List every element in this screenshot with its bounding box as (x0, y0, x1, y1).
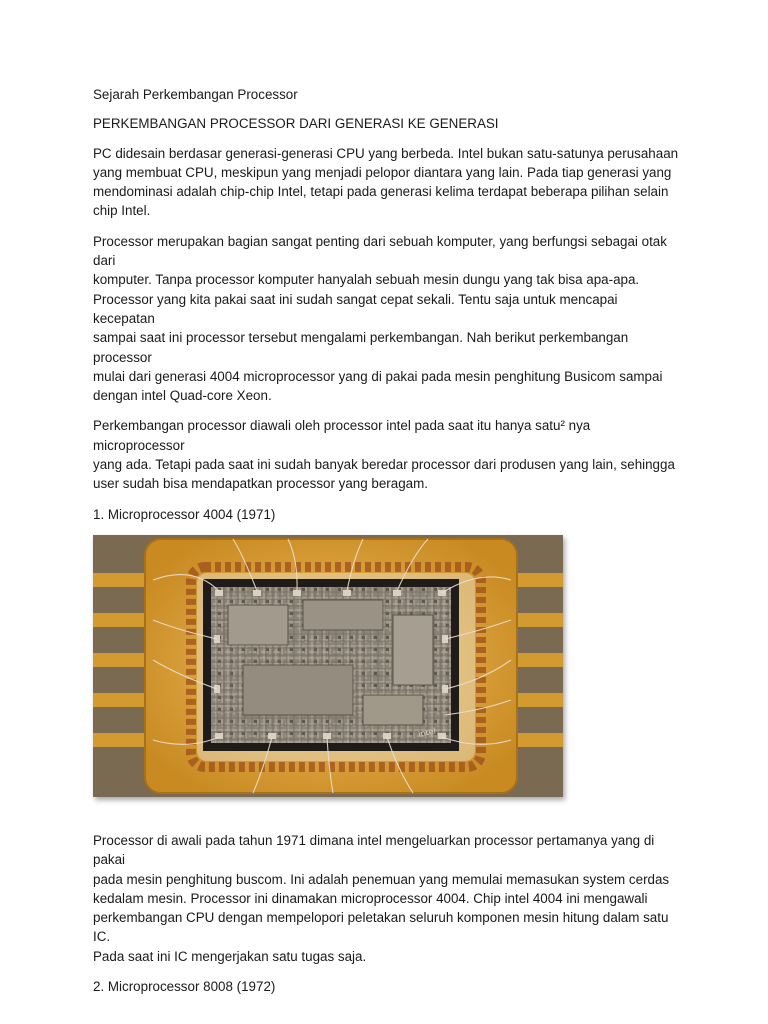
section-heading: 2. Microprocessor 8008 (1972) (93, 979, 276, 995)
paragraph: PC didesain berdasar generasi-generasi CPU yang berbeda. Intel bukan satu-satunya perusahaan yang membuat CPU, meskipun yang menjadi pelopor diantara yang lain. Pada tiap generasi yang mendominasi adalah chip-chip Intel, tetapi pada generasi kelima terdapat beberapa pilihan selain chip Intel. (93, 145, 679, 219)
paragraph: Processor di awali pada tahun 1971 dimana intel mengeluarkan processor pertamanya yang di pakai pada mesin penghitung buscom. Ini adalah penemuan yang memulai memasukan system cerdas kedalam mesin. Processor ini dinamakan microprocessor 4004. Chip intel 4004 ini mengawali perkembangan CPU dengan mempelopori peletakan seluruh komponen mesin hitung dalam satu IC. Pada saat ini IC mengerjakan satu tugas saja. (93, 832, 670, 964)
die-marking-text: intel (417, 726, 437, 739)
document-page (93, 85, 683, 1007)
section-heading: 1. Microprocessor 4004 (1971) (93, 506, 276, 522)
paragraph: Processor merupakan bagian sangat penting dari sebuah komputer, yang berfungsi sebagai otak dari komputer. Tanpa processor komputer hanyalah sebuah mesin dungu yang tak bisa apa-apa. Processor yang kita pakai saat ini sudah sangat cepat sekali. Tentu saja untuk mencapai kecepatan sampai saat ini processor tersebut mengalami perkembangan. Nah berikut perkembangan processor mulai dari generasi 4004 microprocessor yang di pakai pada mesin penghitung Busicom sampai dengan intel Quad-core Xeon. (93, 233, 667, 404)
document-title: Sejarah Perkembangan Processor (93, 87, 298, 102)
intel-4004-chip-photo (93, 535, 563, 797)
paragraph: Perkembangan processor diawali oleh processor intel pada saat itu hanya satu² nya microprocessor yang ada. Tetapi pada saat ini sudah banyak beredar processor dari produsen yang lain, sehingga user sudah bisa mendapatkan processor yang beragam. (93, 418, 675, 492)
document-heading: PERKEMBANGAN PROCESSOR DARI GENERASI KE GENERASI (93, 116, 499, 132)
